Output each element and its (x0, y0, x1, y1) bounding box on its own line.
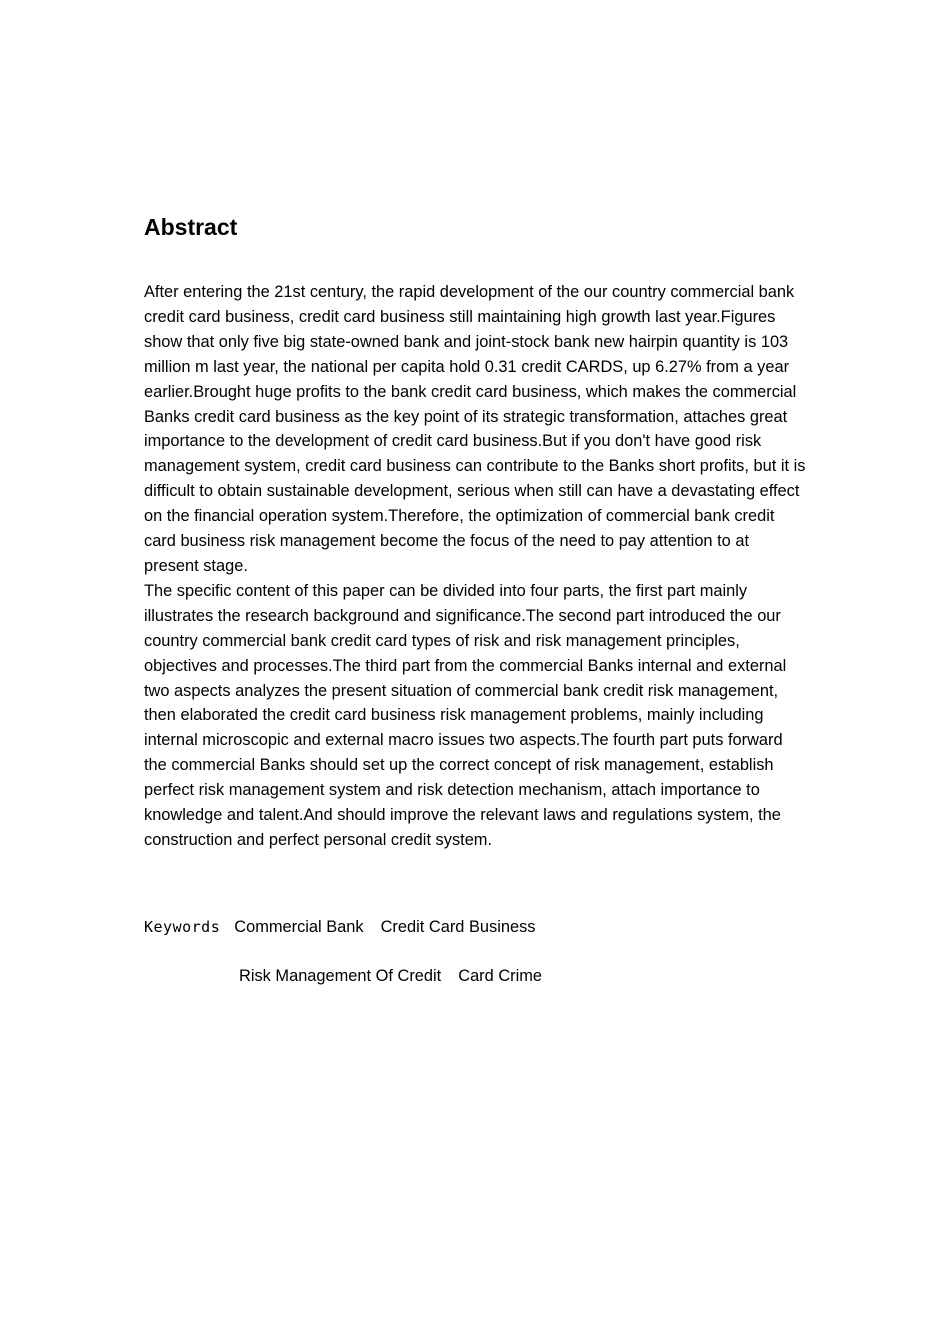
keywords-label: Keywords (144, 918, 221, 936)
keywords-line (144, 915, 535, 939)
keywords-line-continued (239, 964, 542, 988)
abstract-paragraph: The specific content of this paper can be divided into four parts, the first part mainly illustrates the research background and significance.The second part introduced the our country commercial bank credit card types of risk and risk management principles, objectives and processes.The third part from the commercial Banks internal and external two aspects analyzes the present situation of commercial bank credit risk management, then elaborated the credit card business risk management problems, mainly including internal microscopic and external macro issues two aspects.The fourth part puts forward the commercial Banks should set up the correct concept of risk management, establish perfect risk management system and risk detection mechanism, attach importance to knowledge and talent.And should improve the relevant laws and regulations system, the construction and perfect personal credit system. (144, 581, 787, 849)
keyword-item: Credit Card Business (380, 918, 536, 936)
keyword-item: Risk Management Of Credit (239, 967, 442, 985)
abstract-body (144, 280, 808, 853)
keyword-item: Commercial Bank (234, 918, 364, 936)
abstract-paragraph: After entering the 21st century, the rapid development of the our country commercial bank credit card business, credit card business still maintaining high growth last year.Figures show that only five big state-owned bank and joint-stock bank new hairpin quantity is 103 million m last year, the national per capita hold 0.31 credit CARDS, up 6.27% from a year earlier.Brought huge profits to the bank credit card business, which makes the commercial Banks credit card business as the key point of its strategic transformation, attaches great importance to the development of credit card business.But if you don't have good risk management system, credit card business can contribute to the Banks short profits, but it is difficult to obtain sustainable development, serious when still can have a devastating effect on the financial operation system.Therefore, the optimization of commercial bank credit card business risk management become the focus of the need to pay attention to at present stage. (144, 283, 806, 575)
keyword-item: Card Crime (458, 967, 543, 985)
abstract-heading: Abstract (144, 214, 238, 240)
